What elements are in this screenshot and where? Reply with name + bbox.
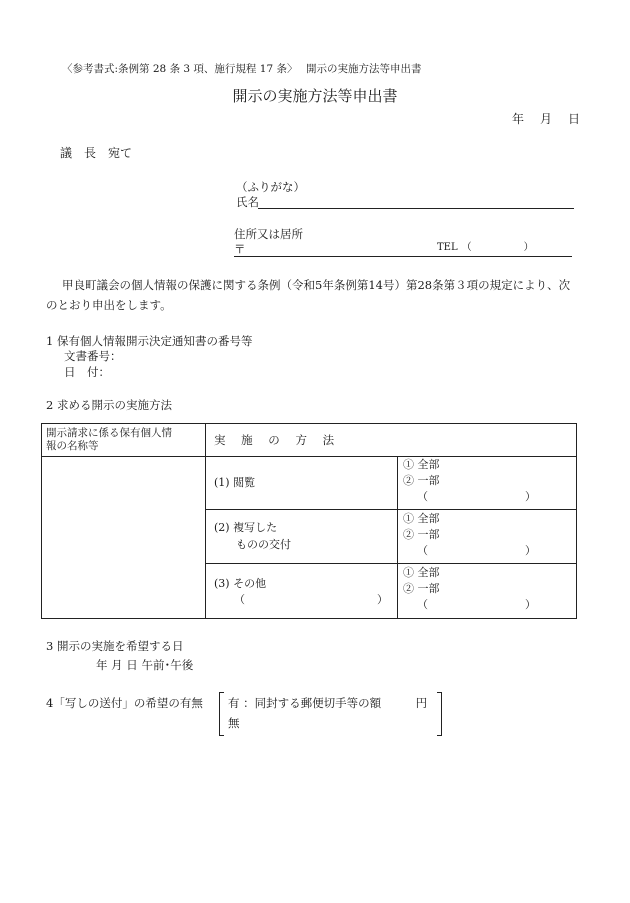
row3-detail-paren[interactable]: （ ） [417, 598, 536, 611]
section1-heading: 1 保有個人情報開示決定通知書の番号等 [46, 334, 253, 348]
tel-open-paren: （ [461, 242, 472, 253]
mailing-option-yes[interactable]: 有 ：同封する郵便切手等の額 円 [228, 696, 428, 710]
row3-option-part[interactable]: ② 一部 [403, 582, 440, 595]
right-bracket [437, 692, 442, 736]
row2-detail-paren[interactable]: （ ） [417, 544, 536, 557]
row3-option-all[interactable]: ① 全部 [403, 566, 440, 579]
reference-note: 〈参考書式:条例第 28 条 3 項、施行規程 17 条〉 開示の実施方法等申出書 [62, 63, 422, 75]
tel-field [437, 242, 538, 255]
method-row2-label-cont: ものの交付 [236, 538, 291, 551]
mailing-option-no[interactable]: 無 [228, 716, 240, 730]
section2-heading: 2 求める開示の実施方法 [46, 398, 172, 412]
method-row3-label: (3) その他 [214, 577, 267, 590]
page-title: 開示の実施方法等申出書 [232, 87, 398, 105]
method-row3-other-paren[interactable]: （ ） [234, 593, 388, 606]
table-header-info-name-line1: 開示請求に係る保有個人情 [46, 427, 172, 439]
tel-close-paren: ） [523, 242, 534, 253]
addressee: 議 長 宛て [60, 146, 133, 160]
doc-number-label: 文書番号： [64, 349, 122, 363]
address-input-line[interactable] [234, 256, 572, 257]
tel-label: TEL [437, 242, 458, 253]
section4-heading: 4「写しの送付」の希望の有無 [46, 696, 203, 710]
name-input-line[interactable] [258, 208, 574, 209]
table-header-method: 実 施 の 方 法 [214, 433, 341, 447]
furigana-label: （ふりがな） [236, 180, 305, 194]
date-month: 月 [540, 112, 555, 126]
method-row2-label: (2) 複写した [214, 521, 278, 534]
row1-option-part[interactable]: ② 一部 [403, 474, 440, 487]
row2-option-all[interactable]: ① 全部 [403, 512, 440, 525]
body-text-line2: のとおり申出をします。 [46, 298, 172, 312]
table-header-info-name-line2: 報の名称等 [46, 440, 99, 452]
method-row1-label: (1) 閲覧 [214, 476, 256, 489]
body-text-line1: 甲良町議会の個人情報の保護に関する条例（令和5年条例第14号）第28条第３項の規定により、次 [62, 278, 571, 292]
postal-mark: 〒 [234, 242, 246, 256]
date-day: 日 [568, 112, 583, 126]
address-label: 住所又は居所 [234, 227, 303, 241]
name-label: 氏名 [236, 195, 259, 209]
row1-detail-paren[interactable]: （ ） [417, 490, 536, 503]
date-year: 年 [512, 112, 527, 126]
notice-date-label: 日 付： [64, 365, 110, 379]
date-line [512, 112, 582, 127]
row2-option-part[interactable]: ② 一部 [403, 528, 440, 541]
preferred-date-line[interactable]: 年 月 日 午前･午後 [96, 658, 194, 672]
row1-option-all[interactable]: ① 全部 [403, 458, 440, 471]
left-bracket [219, 692, 224, 736]
info-name-cell[interactable] [42, 457, 204, 617]
section3-heading: 3 開示の実施を希望する日 [46, 639, 184, 653]
